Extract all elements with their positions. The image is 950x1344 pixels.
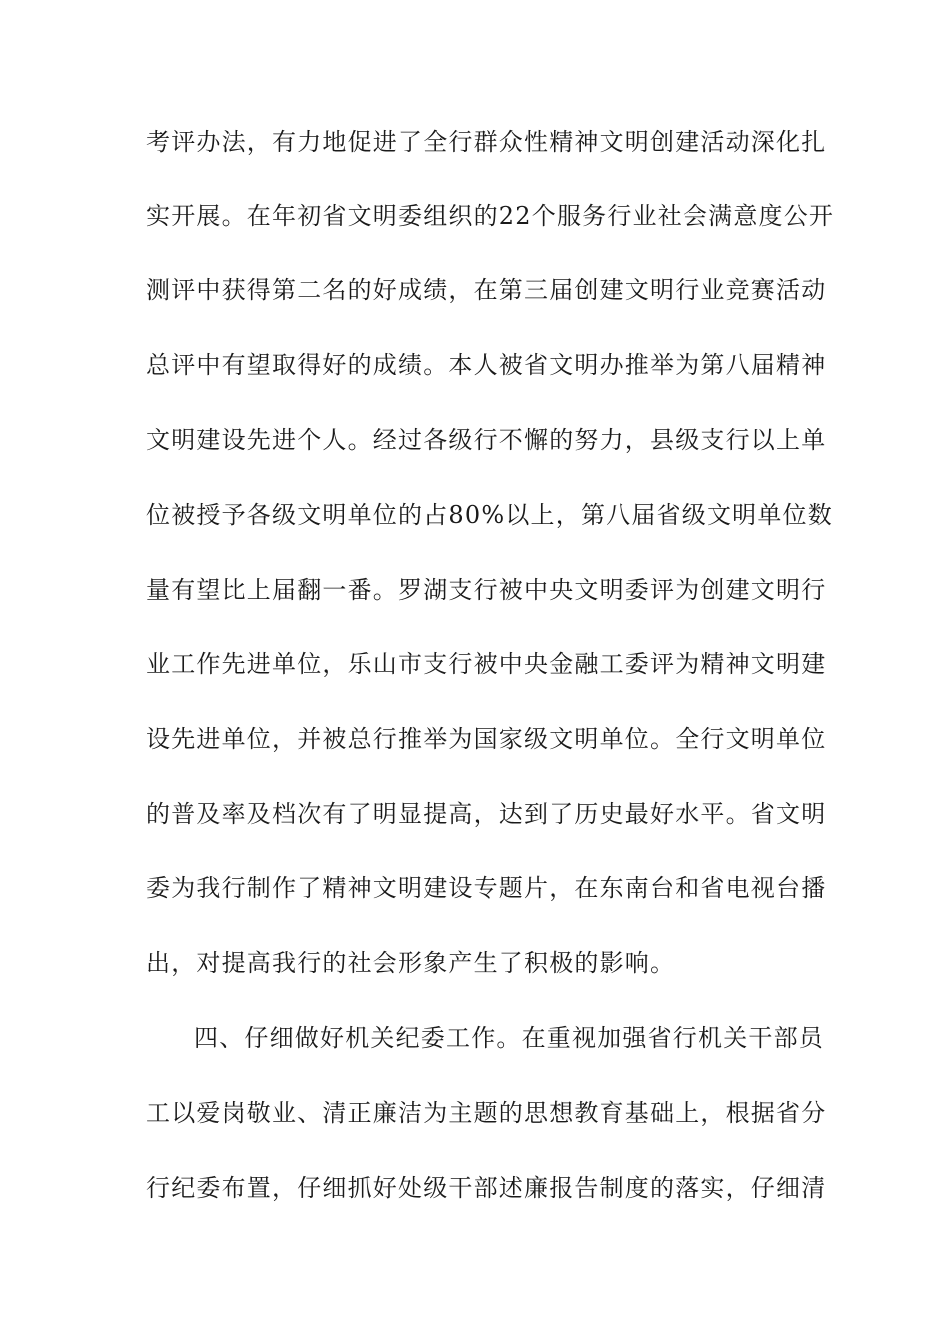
paragraph-line: 四、仔细做好机关纪委工作。在重视加强省行机关干部员 xyxy=(194,1024,824,1052)
paragraph-line: 文明建设先进个人。经过各级行不懈的努力，县级支行以上单 xyxy=(146,426,827,454)
paragraph-line: 量有望比上届翻一番。罗湖支行被中央文明委评为创建文明行 xyxy=(146,576,827,604)
paragraph-line: 工以爱岗敬业、清正廉洁为主题的思想教育基础上，根据省分 xyxy=(146,1099,827,1127)
paragraph-line: 行纪委布置，仔细抓好处级干部述廉报告制度的落实，仔细清 xyxy=(146,1174,827,1202)
paragraph-line: 设先进单位，并被总行推举为国家级文明单位。全行文明单位 xyxy=(146,725,827,753)
paragraph-line: 测评中获得第二名的好成绩，在第三届创建文明行业竞赛活动 xyxy=(146,276,827,304)
paragraph-line: 的普及率及档次有了明显提高，达到了历史最好水平。省文明 xyxy=(146,800,827,828)
paragraph-line: 委为我行制作了精神文明建设专题片，在东南台和省电视台播 xyxy=(146,874,827,902)
paragraph-line: 位被授予各级文明单位的占80%以上，第八届省级文明单位数 xyxy=(146,501,833,529)
paragraph-line: 实开展。在年初省文明委组织的22个服务行业社会满意度公开 xyxy=(146,202,835,230)
paragraph-line: 考评办法，有力地促进了全行群众性精神文明创建活动深化扎 xyxy=(146,128,827,156)
paragraph-line: 业工作先进单位，乐山市支行被中央金融工委评为精神文明建 xyxy=(146,650,827,678)
paragraph-line: 总评中有望取得好的成绩。本人被省文明办推举为第八届精神 xyxy=(146,351,827,379)
paragraph-line: 出，对提高我行的社会形象产生了积极的影响。 xyxy=(146,949,676,977)
